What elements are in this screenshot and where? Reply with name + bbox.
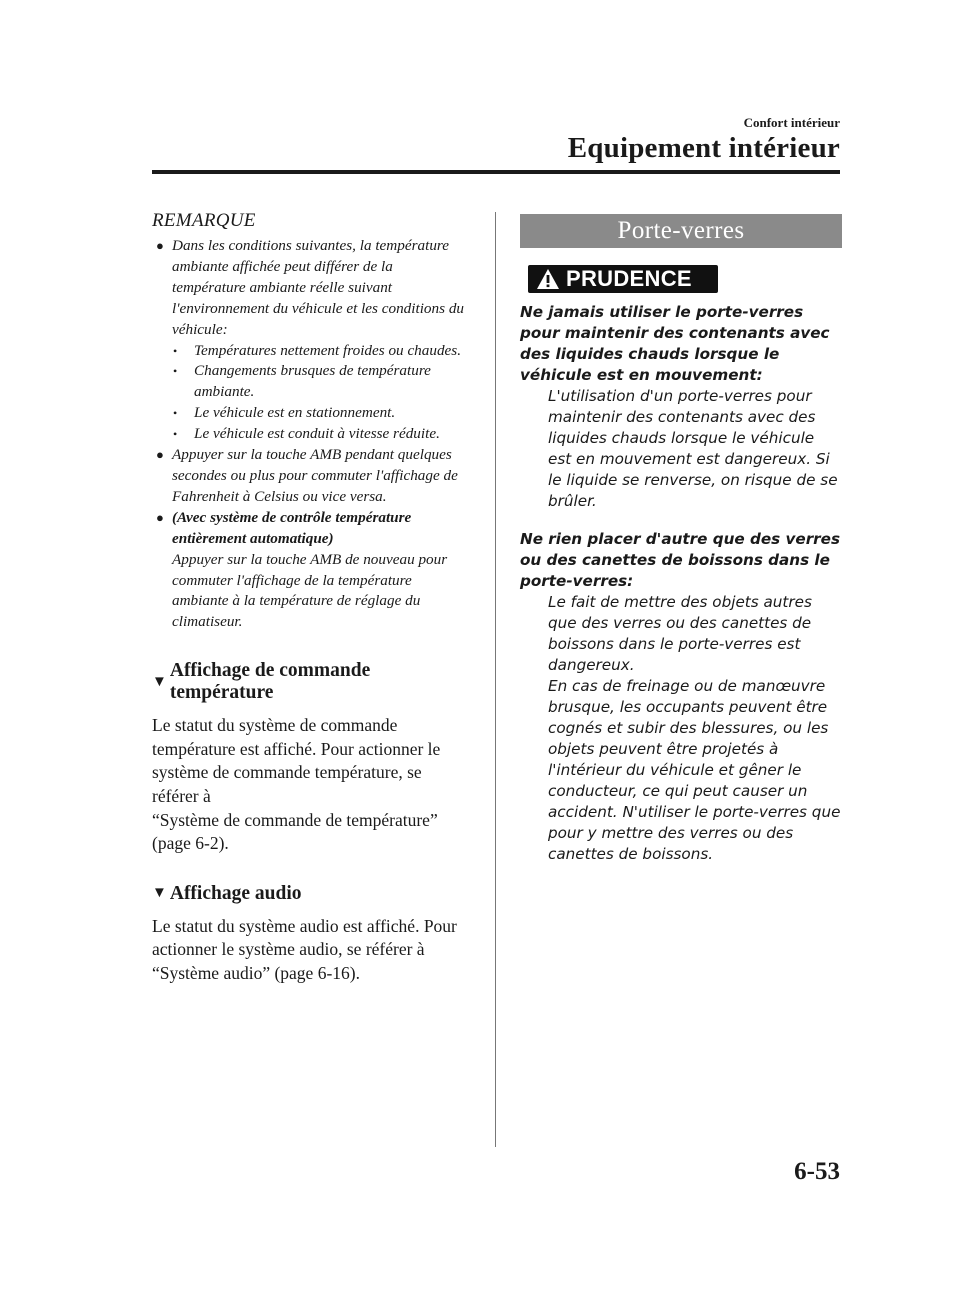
prudence-label: PRUDENCE [566, 266, 692, 291]
section-heading-text: Affichage de commande température [169, 660, 371, 704]
header-section-label: Confort intérieur [743, 115, 840, 130]
remarque-title: REMARQUE [152, 210, 256, 231]
sub-bullet-dot-icon: • [173, 343, 178, 358]
note-bullet [152, 508, 470, 633]
section-heading-temperature [152, 660, 470, 704]
warning-body: En cas de freinage ou de manœuvre brusque, les occupants peuvent être cognés et subir des blessures, ou les objets peuvent être projetés à l'intérieur du véhicule et gêner le conducteur, ce qui peut causer un accident. N'utiliser le porte-verres que pour y mettre des verres ou des canettes de boissons. [548, 677, 841, 863]
warning-heading: Ne jamais utiliser le porte-verres pour maintenir des contenants avec des liquides chauds lorsque le véhicule est en mouvement: [520, 303, 830, 384]
note-subitem [152, 424, 470, 445]
subitem-text: Températures nettement froides ou chaudes. [194, 341, 462, 359]
triangle-down-icon: ▼ [152, 885, 167, 902]
note-bullet [152, 236, 470, 341]
section-heading-audio [152, 883, 470, 905]
note-subitem [152, 361, 470, 403]
section-body-audio: Le statut du système audio est affiché. Pour actionner le système audio, se référer à “Système audio” (page 6-16). [152, 915, 457, 983]
right-column [520, 214, 842, 865]
triangle-down-icon: ▼ [152, 673, 167, 690]
section-heading-text: Affichage audio [169, 882, 302, 904]
body-text: Le statut du système de commande température est affiché. Pour actionner le système de commande température, se référer à [152, 715, 441, 806]
sub-bullet-dot-icon: • [173, 364, 178, 379]
note-bold-text: (Avec système de contrôle température entièrement automatique) [172, 508, 412, 547]
note-text: Appuyer sur la touche AMB de nouveau pour commuter l'affichage de la température ambiante à la température de réglage du climatiseur. [172, 550, 448, 631]
warning-body: L'utilisation d'un porte-verres pour maintenir des contenants avec des liquides chauds lorsque le véhicule est en mouvement est dangereux. Si le liquide se renverse, on risque de se brûler. [548, 387, 838, 510]
note-bullet [152, 445, 470, 508]
prudence-badge [528, 265, 718, 293]
page-number: 6-53 [794, 1158, 840, 1185]
column-divider [495, 212, 496, 1147]
note-text: Appuyer sur la touche AMB pendant quelques secondes ou plus pour commuter l'affichage de Fahrenheit à Celsius ou vice versa. [172, 446, 458, 505]
remarque-notes [152, 236, 470, 633]
section-banner: Porte-verres [520, 214, 842, 248]
bullet-dot-icon: ● [156, 238, 164, 253]
sub-bullet-dot-icon: • [173, 427, 178, 442]
warning-heading: Ne rien placer d'autre que des verres ou des canettes de boissons dans le porte-verres: [520, 530, 841, 590]
warning-body: Le fait de mettre des objets autres que des verres ou des canettes de boissons dans le porte-verres est dangereux. [548, 593, 812, 674]
bullet-dot-icon: ● [156, 447, 164, 463]
section-body-temperature [152, 714, 470, 856]
subitem-text: Le véhicule est en stationnement. [194, 404, 396, 422]
subitem-text: Le véhicule est conduit à vitesse réduite. [194, 425, 440, 443]
note-subitem [152, 341, 470, 362]
header-title: Equipement intérieur [567, 132, 840, 164]
caution-block [520, 302, 842, 865]
note-subitem [152, 403, 470, 424]
subitem-text: Changements brusques de température ambiante. [194, 362, 431, 401]
note-text: Dans les conditions suivantes, la température ambiante affichée peut différer de la température ambiante réelle suivant l'environnement du véhicule et les conditions du véhicule: [172, 237, 465, 338]
left-column [152, 210, 470, 986]
sub-bullet-dot-icon: • [173, 406, 178, 421]
warning-triangle-icon [536, 268, 560, 290]
page-reference: “Système de commande de température” (page 6-2). [152, 809, 438, 854]
bullet-dot-icon: ● [156, 509, 164, 525]
header-rule [152, 170, 840, 174]
